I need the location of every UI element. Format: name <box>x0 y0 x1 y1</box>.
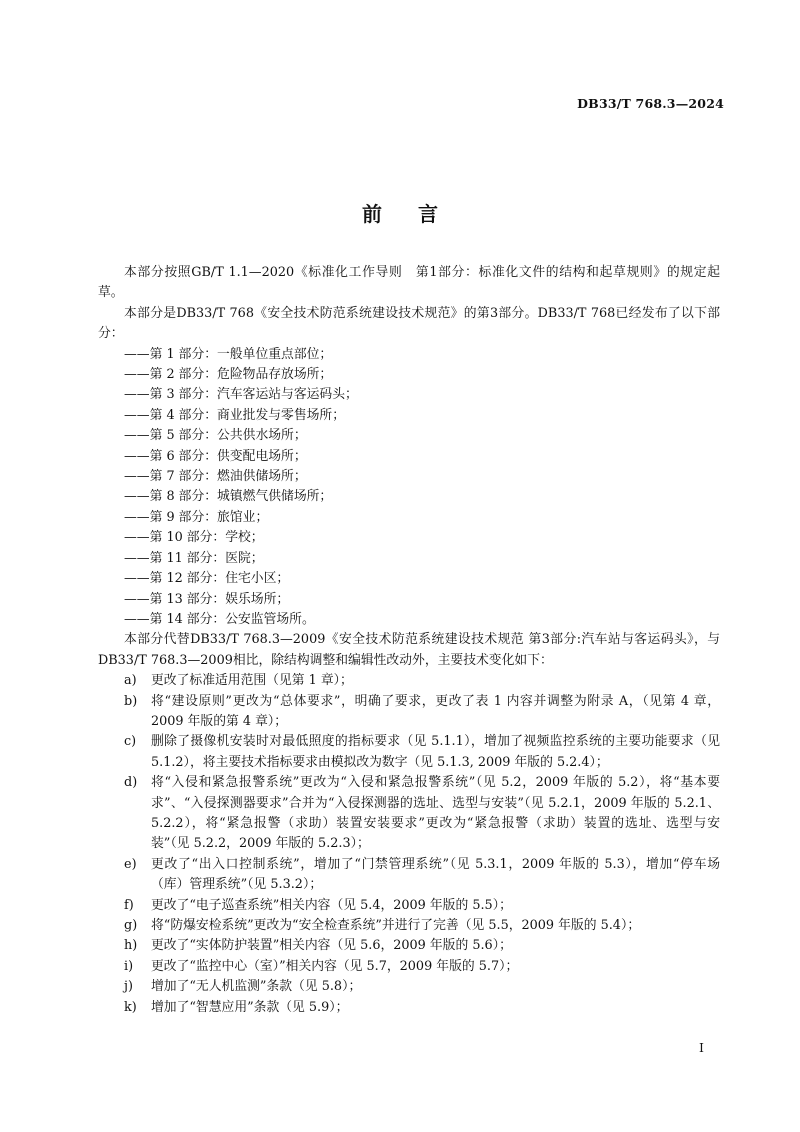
list-item: ——第 7 部分：燃油供储场所； <box>124 469 307 485</box>
list-item: ——第 12 部分：住宅小区； <box>124 571 290 587</box>
change-marker: k) <box>124 999 137 1015</box>
change-item <box>98 671 720 691</box>
document-body <box>98 263 720 1018</box>
change-item <box>98 896 720 916</box>
document-code: DB33/T 768.3—2024 <box>577 96 724 111</box>
page-title: 前言 <box>362 202 474 226</box>
change-marker: e) <box>124 856 137 872</box>
change-item <box>98 916 720 936</box>
change-marker: j) <box>124 979 133 995</box>
replace-paragraph: 本部分代替DB33/T 768.3—2009《安全技术防范系统建设技术规范 第3部分:汽车站与客运码头》，与DB33/T 768.3—2009相比，除结构调整和编辑性改动外，主要技术变化如下： <box>98 632 720 668</box>
list-item: ——第 10 部分：学校； <box>124 530 264 546</box>
change-text: 将“入侵和紧急报警系统”更改为“入侵和紧急报警系统”（见 5.2，2009 年版的 5.2），将“基本要求”、“入侵探测器要求”合并为“入侵探测器的选址、选型与安装”（见 5.2.1，2009 年版的 5.2.1、5.2.2），将“紧急报警（求助）装置安装要求”更改为“紧急报警（求助）装置的选址、选型与安装”（见 5.2.2，2009 年版的 5.2.3）； <box>151 775 720 852</box>
change-item <box>98 855 720 896</box>
change-item <box>98 692 720 733</box>
change-text: 删除了摄像机安装时对最低照度的指标要求（见 5.1.1），增加了视频监控系统的主要功能要求（见 5.1.2），将主要技术指标要求由模拟改为数字（见 5.1.3, 2009 年版的 5.2.4）； <box>151 734 720 770</box>
change-item <box>98 936 720 956</box>
change-marker: b) <box>124 693 138 709</box>
change-text: 更改了“监控中心（室）”相关内容（见 5.7，2009 年版的 5.7）； <box>151 958 519 974</box>
change-text: 更改了“实体防护装置”相关内容（见 5.6，2009 年版的 5.6）； <box>151 938 512 954</box>
change-text: 更改了“电子巡查系统”相关内容（见 5.4，2009 年版的 5.5）； <box>151 897 512 913</box>
intro-paragraph-1: 本部分按照GB/T 1.1—2020《标准化工作导则 第1部分：标准化文件的结构和起草规则》的规定起草。 <box>98 265 720 301</box>
change-item <box>98 977 720 997</box>
change-text: 更改了“出入口控制系统”，增加了“门禁管理系统”（见 5.3.1，2009 年版的 5.3），增加“停车场（库）管理系统”（见 5.3.2）； <box>151 856 720 893</box>
change-text: 将“建设原则”更改为“总体要求”，明确了要求，更改了表 1 内容并调整为附录 A，（见第 4 章，2009 年版的第 4 章）； <box>151 693 720 729</box>
list-item: ——第 8 部分：城镇燃气供储场所； <box>124 489 333 505</box>
list-item: ——第 9 部分：旅馆业； <box>124 509 269 525</box>
change-text: 增加了“智慧应用”条款（见 5.9）； <box>151 999 349 1015</box>
intro-paragraph-2: 本部分是DB33/T 768《安全技术防范系统建设技术规范》的第3部分。DB33/T 768已经发布了以下部分： <box>98 305 720 342</box>
change-item <box>98 773 720 855</box>
change-marker: g) <box>124 918 138 933</box>
change-marker: h) <box>124 938 138 954</box>
list-item: ——第 13 部分：娱乐场所； <box>124 591 290 607</box>
change-item <box>98 957 720 977</box>
list-item: ——第 1 部分：一般单位重点部位； <box>124 346 333 362</box>
change-marker: a) <box>124 673 137 689</box>
change-marker: d) <box>124 775 138 791</box>
list-item: ——第 2 部分：危险物品存放场所； <box>124 367 333 383</box>
change-text: 更改了标准适用范围（见第 1 章）； <box>151 673 353 689</box>
list-item: ——第 5 部分：公共供水场所； <box>124 428 307 444</box>
change-marker: f) <box>124 897 134 913</box>
list-item: ——第 4 部分：商业批发与零售场所； <box>124 407 346 423</box>
list-item: ——第 14 部分：公安监管场所。 <box>124 611 315 627</box>
change-item <box>98 732 720 773</box>
list-item: ——第 3 部分：汽车客运站与客运码头； <box>124 387 358 403</box>
parts-list <box>98 345 720 631</box>
change-text: 将“防爆安检系统”更改为“安全检查系统”并进行了完善（见 5.5，2009 年版的 5.4）； <box>151 918 641 933</box>
change-item <box>98 998 720 1018</box>
change-marker: i) <box>124 958 134 974</box>
list-item: ——第 6 部分：供变配电场所； <box>124 448 307 464</box>
change-text: 增加了“无人机监测”条款（见 5.8）； <box>151 979 362 995</box>
list-item: ——第 11 部分：医院； <box>124 550 264 566</box>
changes-list <box>98 671 720 1018</box>
change-marker: c) <box>124 734 137 750</box>
page-number: I <box>699 1040 704 1055</box>
